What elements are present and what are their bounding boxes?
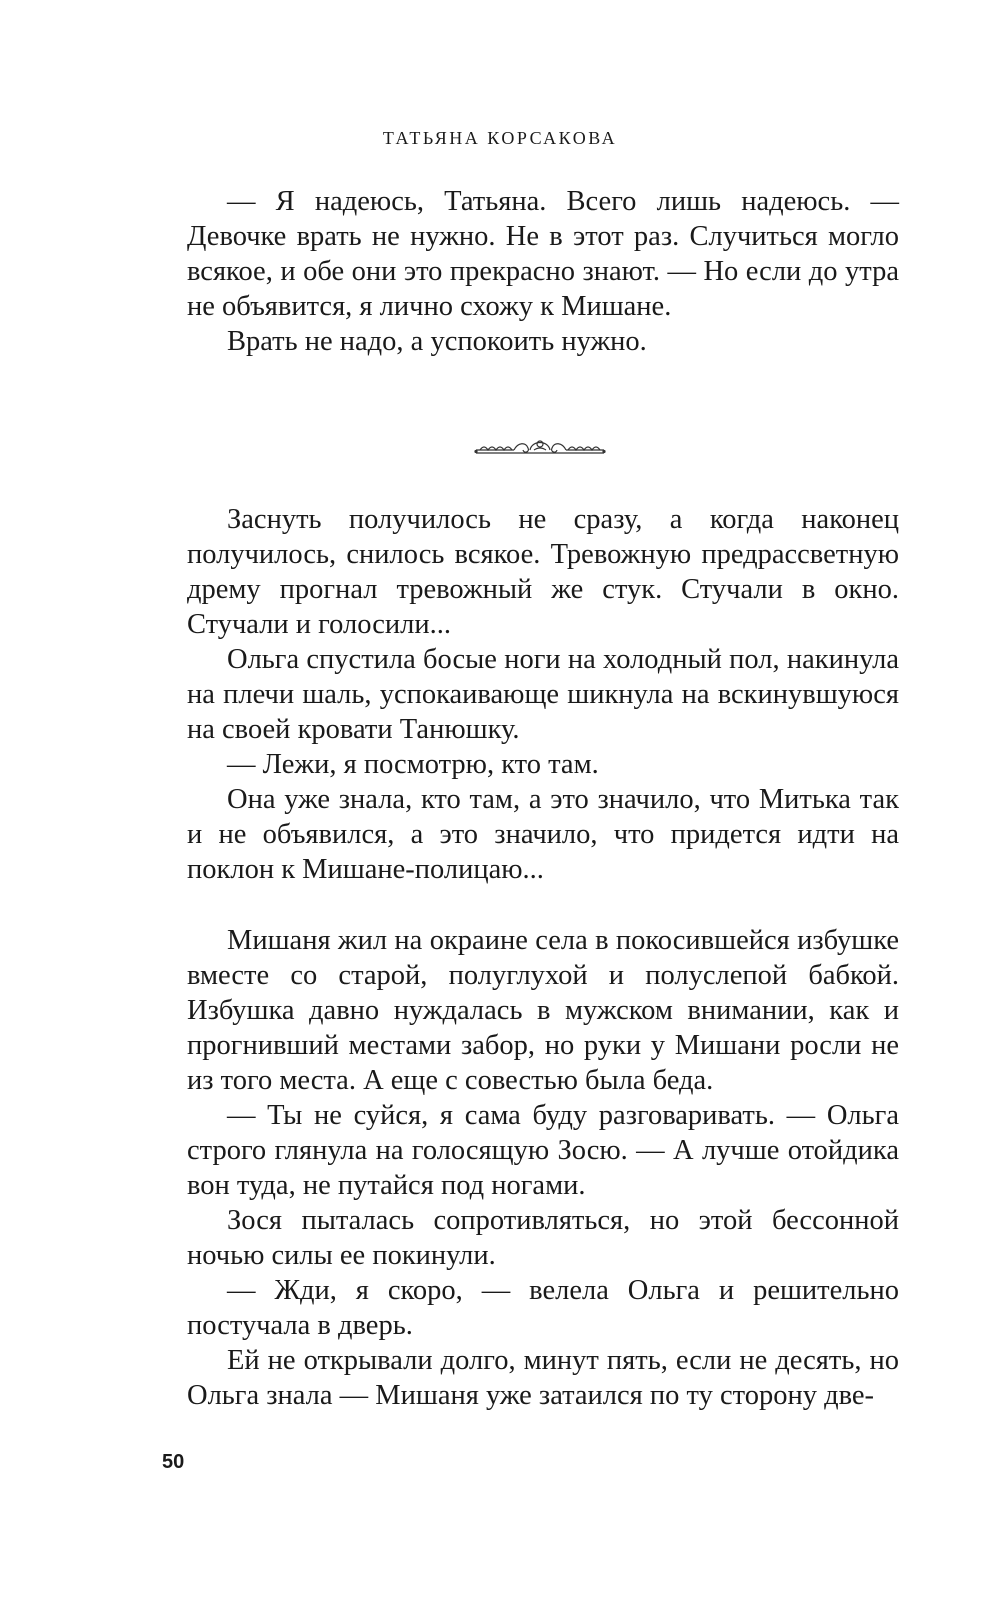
paragraph: Мишаня жил на окраине села в покосившейся избушке вместе со старой, полуглухой и полуслепой бабкой. Избушка давно нуждалась в мужском внимании, как и прогнивший местами забор, но руки у Мишани росли не из того места. А еще с совестью была беда. [187,925,899,1096]
text-section-1 [187,184,899,359]
running-head: ТАТЬЯНА КОРСАКОВА [382,128,618,148]
paragraph: Она уже знала, кто там, а это значило, что Митька так и не объявился, а это значило, что придется идти на поклон к Мишане-полицаю... [187,784,899,885]
paragraph: Зося пыталась сопротивляться, но этой бессонной ночью силы ее покинули. [187,1205,899,1271]
paragraph: — Жди, я скоро, — велела Ольга и решительно постучала в дверь. [187,1275,899,1341]
paragraph: Врать не надо, а успокоить нужно. [227,326,647,357]
text-section-3 [187,923,899,1413]
paragraph: — Лежи, я посмотрю, кто там. [227,749,599,780]
decorative-scroll-divider-icon [474,436,606,462]
paragraph: Заснуть получилось не сразу, а когда наконец получилось, снилось всякое. Тревожную предрассветную дрему прогнал тревожный же стук. Стучали в окно. Стучали и голосили... [187,504,899,640]
paragraph: — Я надеюсь, Татьяна. Всего лишь надеюсь. — Девочке врать не нужно. Не в этот раз. Случиться могло всякое, и обе они это прекрасно знают. — Но если до утра не объявится, я лично схожу к Мишане. [187,186,899,322]
paragraph: — Ты не суйся, я сама буду разговаривать. — Ольга строго глянула на голосящую Зосю. — А лучше отойдика вон туда, не путайся под ногами. [187,1100,899,1201]
text-section-2 [187,502,899,887]
paragraph: Ольга спустила босые ноги на холодный пол, накинула на плечи шаль, успокаивающе шикнула на вскинувшуюся на своей кровати Танюшку. [187,644,899,745]
page-number: 50 [162,1451,185,1473]
paragraph: Ей не открывали долго, минут пять, если не десять, но Ольга знала — Мишаня уже затаился по ту сторону две- [187,1345,899,1411]
